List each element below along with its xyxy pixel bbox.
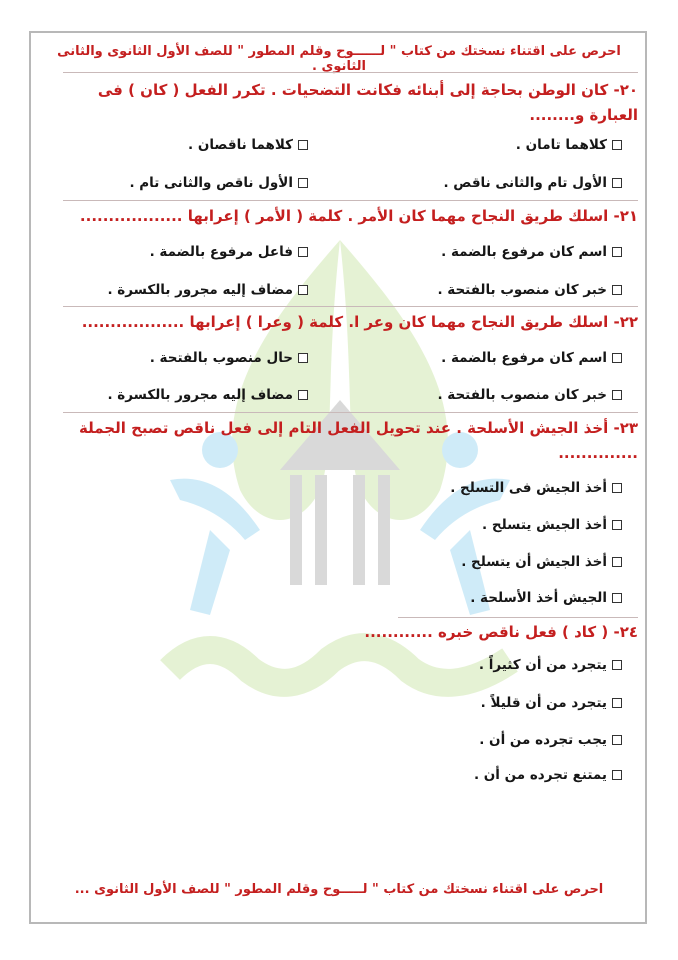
option-20-c[interactable]: الأول تام والثانى ناقص .	[443, 175, 622, 191]
checkbox[interactable]	[612, 593, 622, 603]
question-23: ٢٣- أخذ الجيش الأسلحة . عند تحويل الفعل التام إلى فعل ناقص تصبح الجملة ..............	[79, 419, 638, 462]
divider	[63, 72, 638, 73]
divider	[398, 617, 638, 618]
checkbox[interactable]	[298, 178, 308, 188]
option-20-d[interactable]: الأول ناقص والثانى تام .	[129, 175, 308, 191]
option-23-c[interactable]: أخذ الجيش أن يتسلح .	[461, 554, 622, 570]
checkbox[interactable]	[612, 483, 622, 493]
option-24-a[interactable]: يتجرد من أن كثيراً .	[479, 657, 622, 673]
checkbox[interactable]	[612, 520, 622, 530]
checkbox[interactable]	[612, 390, 622, 400]
option-21-c[interactable]: خبر كان منصوب بالفتحة .	[437, 282, 622, 298]
checkbox[interactable]	[298, 140, 308, 150]
footer-banner: احرص على اقتناء نسختك من كتاب " لـــــوح وقلم المطور " للصف الأول الثانوى ...	[74, 882, 604, 897]
question-24: ٢٤- ( كاد ) فعل ناقص خبره ............	[364, 623, 638, 641]
checkbox[interactable]	[612, 770, 622, 780]
question-22: ٢٢- اسلك طريق النجاح مهما كان وعر ا. كلمة ( وعرا ) إعرابها ..................	[81, 313, 638, 331]
option-21-d[interactable]: مضاف إليه مجرور بالكسرة .	[107, 282, 308, 298]
option-22-b[interactable]: حال منصوب بالفتحة .	[150, 350, 308, 366]
option-22-d[interactable]: مضاف إليه مجرور بالكسرة .	[107, 387, 308, 403]
option-24-c[interactable]: يجب تجرده من أن .	[479, 732, 622, 748]
question-20: ٢٠- كان الوطن بحاجة إلى أبنائه فكانت التضحيات . تكرر الفعل ( كان ) فى العبارة و........	[97, 81, 638, 124]
option-24-b[interactable]: يتجرد من أن قليلاً .	[481, 695, 622, 711]
checkbox[interactable]	[298, 353, 308, 363]
option-21-b[interactable]: فاعل مرفوع بالضمة .	[150, 244, 308, 260]
checkbox[interactable]	[612, 735, 622, 745]
checkbox[interactable]	[298, 285, 308, 295]
option-23-b[interactable]: أخذ الجيش يتسلح .	[482, 517, 622, 533]
checkbox[interactable]	[612, 557, 622, 567]
checkbox[interactable]	[612, 178, 622, 188]
option-20-a[interactable]: كلاهما تامان .	[516, 137, 622, 153]
divider	[63, 306, 638, 307]
checkbox[interactable]	[612, 698, 622, 708]
divider	[63, 200, 638, 201]
checkbox[interactable]	[612, 140, 622, 150]
option-22-c[interactable]: خبر كان منصوب بالفتحة .	[437, 387, 622, 403]
checkbox[interactable]	[612, 247, 622, 257]
option-22-a[interactable]: اسم كان مرفوع بالضمة .	[441, 350, 622, 366]
option-23-d[interactable]: الجيش أخذ الأسلحة .	[470, 590, 622, 606]
checkbox[interactable]	[612, 353, 622, 363]
checkbox[interactable]	[298, 390, 308, 400]
option-20-b[interactable]: كلاهما ناقصان .	[188, 137, 308, 153]
checkbox[interactable]	[298, 247, 308, 257]
option-23-a[interactable]: أخذ الجيش فى التسلح .	[450, 480, 622, 496]
checkbox[interactable]	[612, 660, 622, 670]
divider	[63, 412, 638, 413]
option-21-a[interactable]: اسم كان مرفوع بالضمة .	[441, 244, 622, 260]
checkbox[interactable]	[612, 285, 622, 295]
option-24-d[interactable]: يمتنع تجرده من أن .	[474, 767, 622, 783]
question-21: ٢١- اسلك طريق النجاح مهما كان الأمر . كلمة ( الأمر ) إعرابها ..................	[79, 207, 638, 225]
header-banner: احرص على اقتناء نسختك من كتاب " لــــــوح وقلم المطور " للصف الأول الثانوى والثانى الثانوى .	[57, 44, 621, 74]
